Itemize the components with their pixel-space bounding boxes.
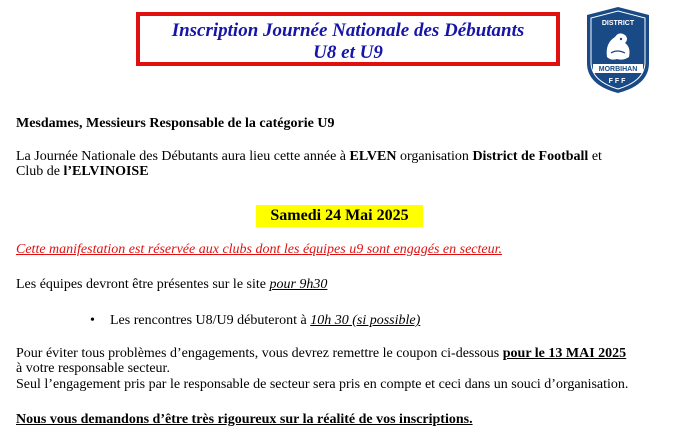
presence-line (16, 277, 327, 293)
logo-top-text: DISTRICT (601, 20, 635, 27)
presence-time: pour 9h30 (269, 277, 328, 292)
reserved-note: Cette manifestation est réservée aux clubs dont les équipes u9 sont engagés en secteur. (16, 242, 503, 257)
district-morbihan-logo (583, 5, 653, 95)
logo-bottom-text: MORBIHAN (598, 66, 638, 73)
intro-text-3: et (588, 149, 602, 164)
intro-club: l’ELVINOISE (63, 164, 149, 179)
engagement-deadline: pour le 13 MAI 2025 (502, 346, 627, 361)
engagement-line-1 (16, 346, 626, 362)
engagement-line-3: Seul l’engagement pris par le responsable de secteur sera pris en compte et ceci dans un souci d’organisation. (16, 377, 629, 392)
title-line-2: U8 et U9 (313, 42, 383, 63)
intro-line-1 (16, 149, 602, 165)
intro-text-1: La Journée Nationale des Débutants aura lieu cette année à (16, 149, 350, 164)
bullet-item (90, 313, 420, 329)
salutation: Mesdames, Messieurs Responsable de la catégorie U9 (16, 116, 335, 131)
intro-text-2: organisation (396, 149, 473, 164)
bullet-icon: • (90, 313, 95, 328)
bullet-text: Les rencontres U8/U9 débuteront à (110, 313, 311, 328)
intro-text-4: Club de (16, 164, 64, 179)
intro-place: ELVEN (349, 149, 397, 164)
bullet-time: 10h 30 (si possible) (310, 313, 421, 328)
logo-sub-text: FFF (608, 78, 628, 85)
rigour-note: Nous vous demandons d’être très rigoureux sur la réalité de vos inscriptions. (16, 412, 473, 427)
intro-line-2 (16, 164, 149, 180)
title-box (136, 12, 560, 66)
title-line-1: Inscription Journée Nationale des Débutants (171, 20, 525, 41)
presence-text: Les équipes devront être présentes sur le site (16, 277, 270, 292)
intro-org: District de Football (472, 149, 589, 164)
event-date: Samedi 24 Mai 2025 (256, 205, 423, 227)
engagement-text-1: Pour éviter tous problèmes d’engagements, vous devrez remettre le coupon ci-dessous (16, 346, 503, 361)
engagement-line-2: à votre responsable secteur. (16, 361, 170, 376)
